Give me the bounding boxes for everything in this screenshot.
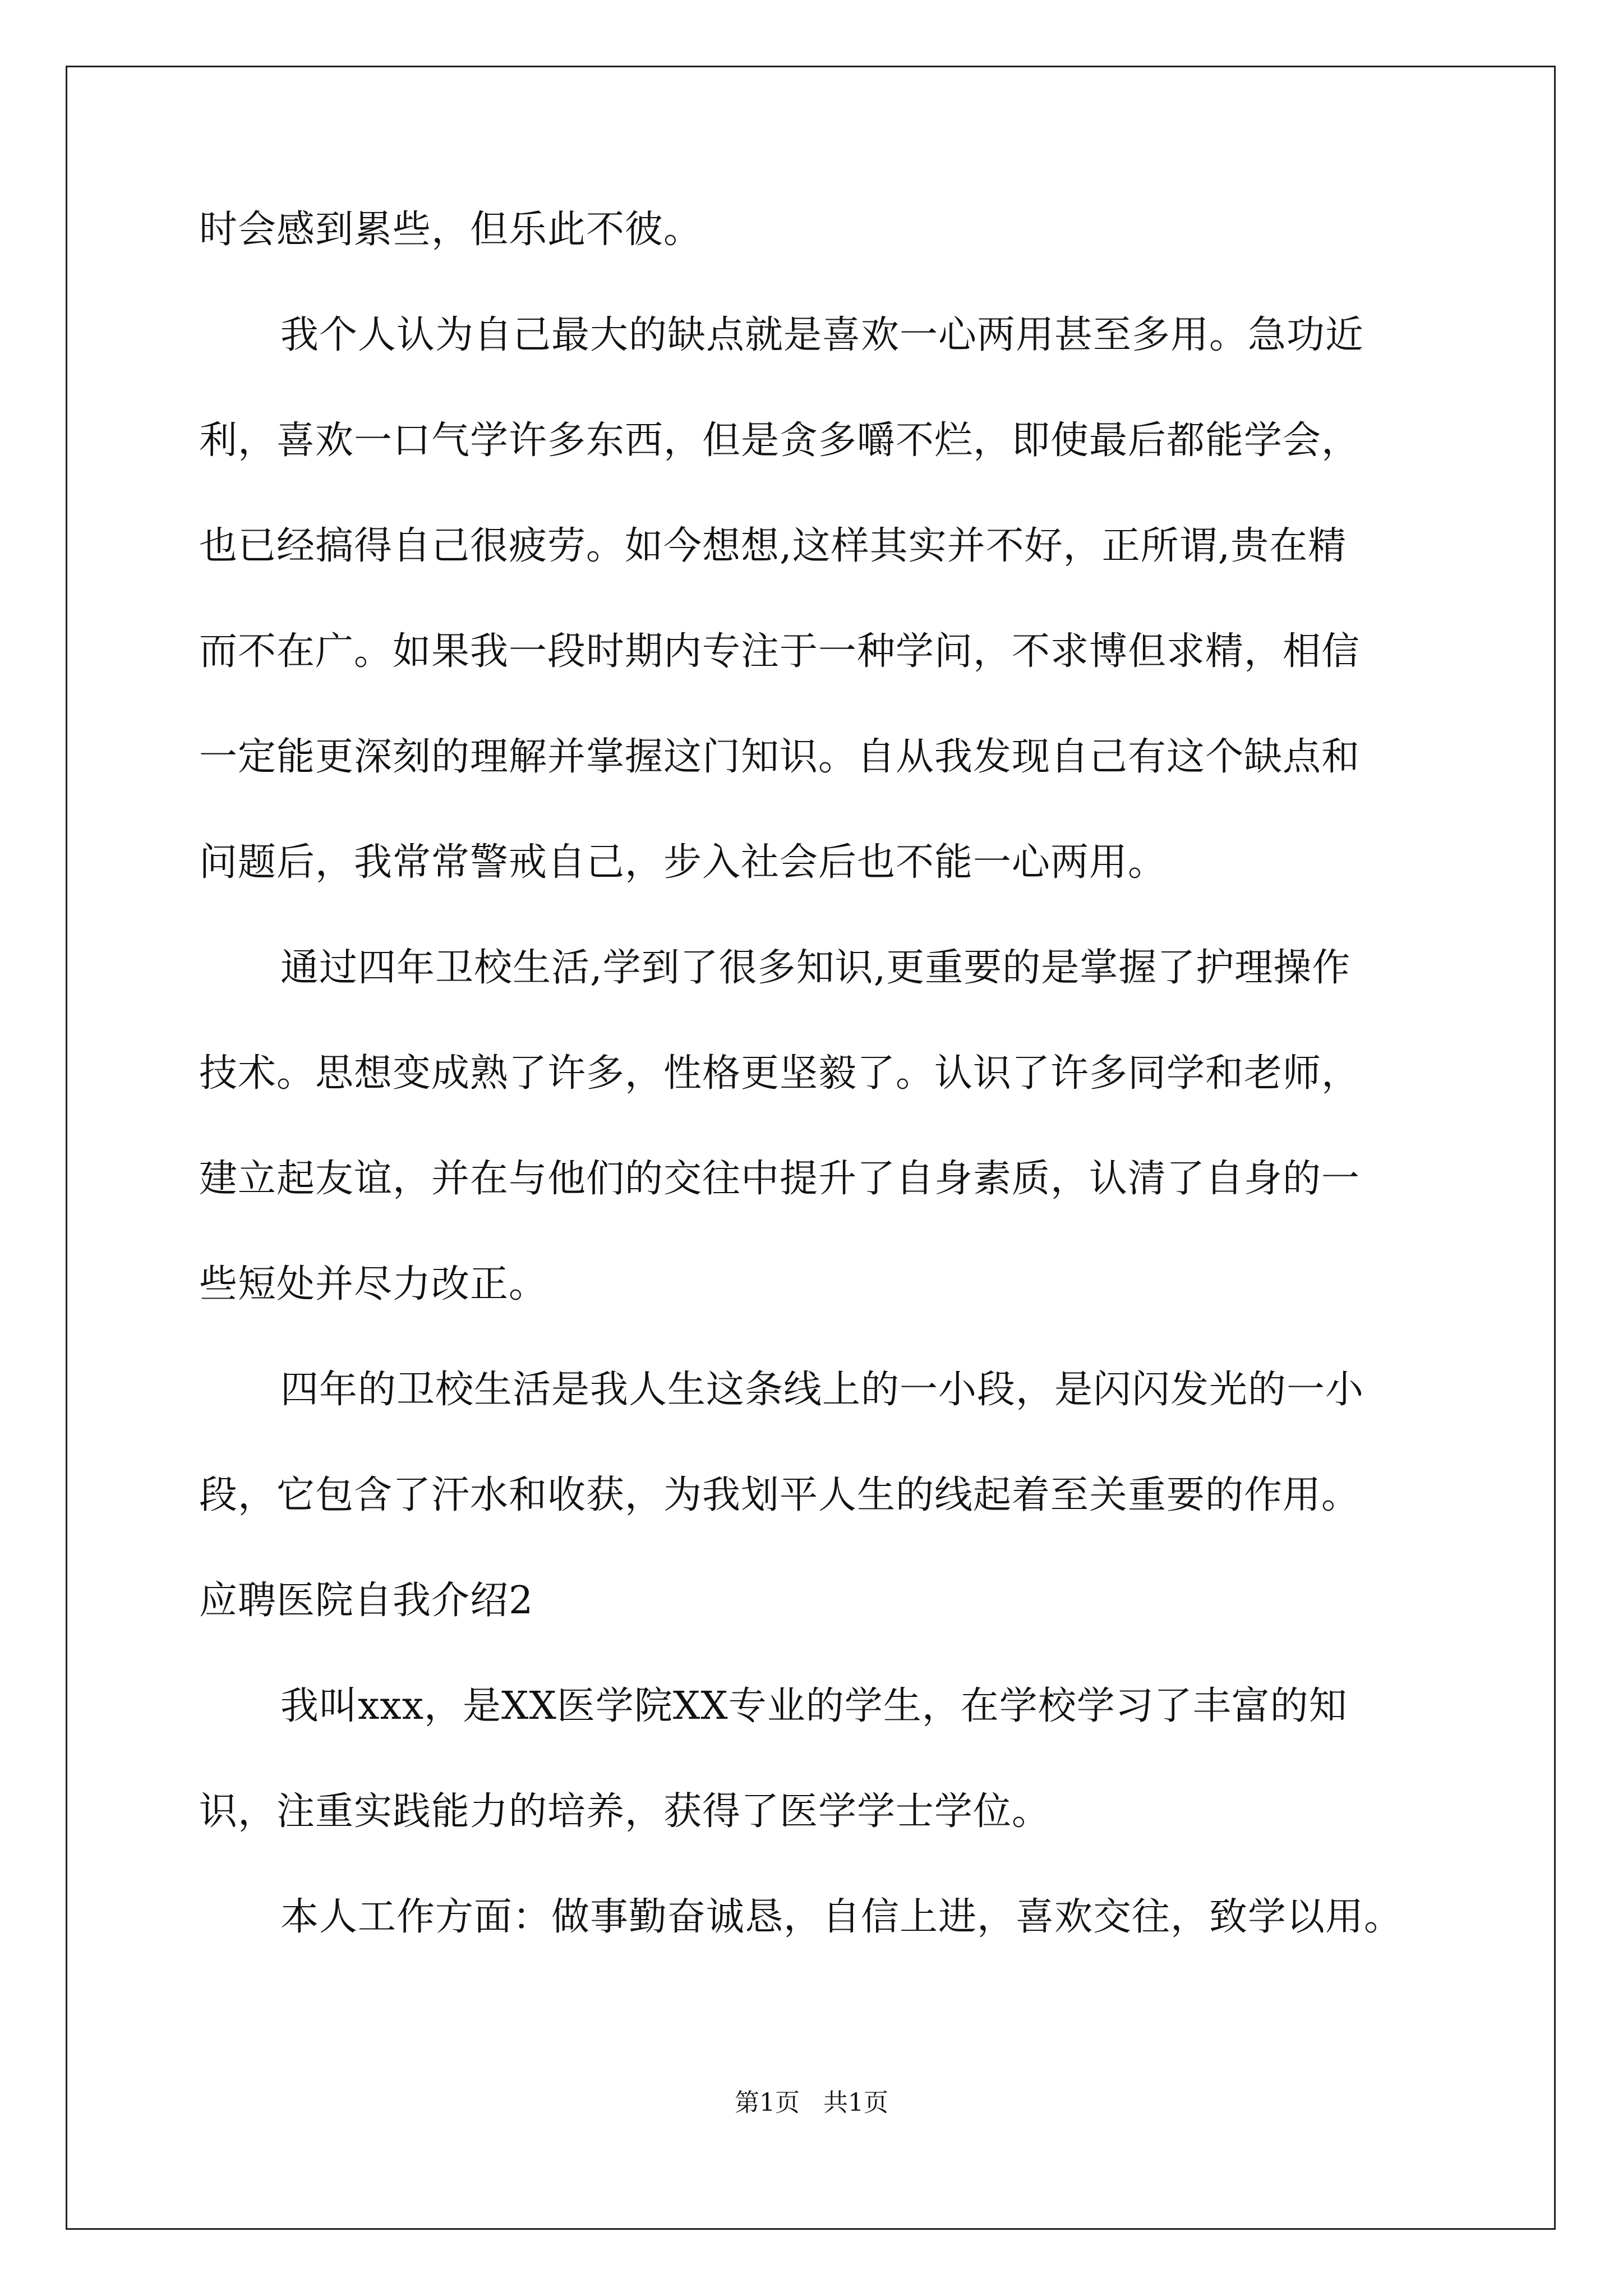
text-line: 问题后，我常常警戒自己，步入社会后也不能一心两用。 bbox=[199, 840, 1167, 885]
text-line: 通过四年卫校生活,学到了很多知识,更重要的是掌握了护理操作 bbox=[280, 946, 1351, 990]
text-line: 建立起友谊，并在与他们的交往中提升了自身素质，认清了自身的一 bbox=[199, 1157, 1361, 1201]
text-line: 我个人认为自己最大的缺点就是喜欢一心两用甚至多用。急功近 bbox=[280, 313, 1364, 357]
text-line: 也已经搞得自己很疲劳。如今想想,这样其实并不好，正所谓,贵在精 bbox=[199, 524, 1347, 568]
text-line: 技术。思想变成熟了许多，性格更坚毅了。认识了许多同学和老师， bbox=[199, 1051, 1361, 1096]
page-total: 共1页 bbox=[823, 2088, 888, 2117]
section-heading: 应聘医院自我介绍2 bbox=[199, 1579, 534, 1623]
page-number: 第1页 bbox=[735, 2088, 800, 2117]
text-line: 一定能更深刻的理解并掌握这门知识。自从我发现自己有这个缺点和 bbox=[199, 735, 1361, 779]
text-line: 识，注重实践能力的培养，获得了医学学士学位。 bbox=[199, 1789, 1051, 1834]
text-line: 本人工作方面：做事勤奋诚恳，自信上进，喜欢交往，致学以用。 bbox=[280, 1895, 1403, 1939]
text-line: 时会感到累些，但乐此不彼。 bbox=[199, 208, 703, 252]
text-line: 利，喜欢一口气学许多东西，但是贪多嚼不烂，即使最后都能学会， bbox=[199, 418, 1361, 463]
text-line: 而不在广。如果我一段时期内专注于一种学问，不求博但求精，相信 bbox=[199, 629, 1361, 674]
text-line: 我叫xxx，是XX医学院XX专业的学生，在学校学习了丰富的知 bbox=[280, 1684, 1348, 1728]
text-line: 段，它包含了汗水和收获，为我划平人生的线起着至关重要的作用。 bbox=[199, 1473, 1361, 1517]
page-footer bbox=[0, 2089, 1623, 2117]
text-line: 四年的卫校生活是我人生这条线上的一小段，是闪闪发光的一小 bbox=[280, 1368, 1364, 1412]
text-line: 些短处并尽力改正。 bbox=[199, 1262, 548, 1306]
